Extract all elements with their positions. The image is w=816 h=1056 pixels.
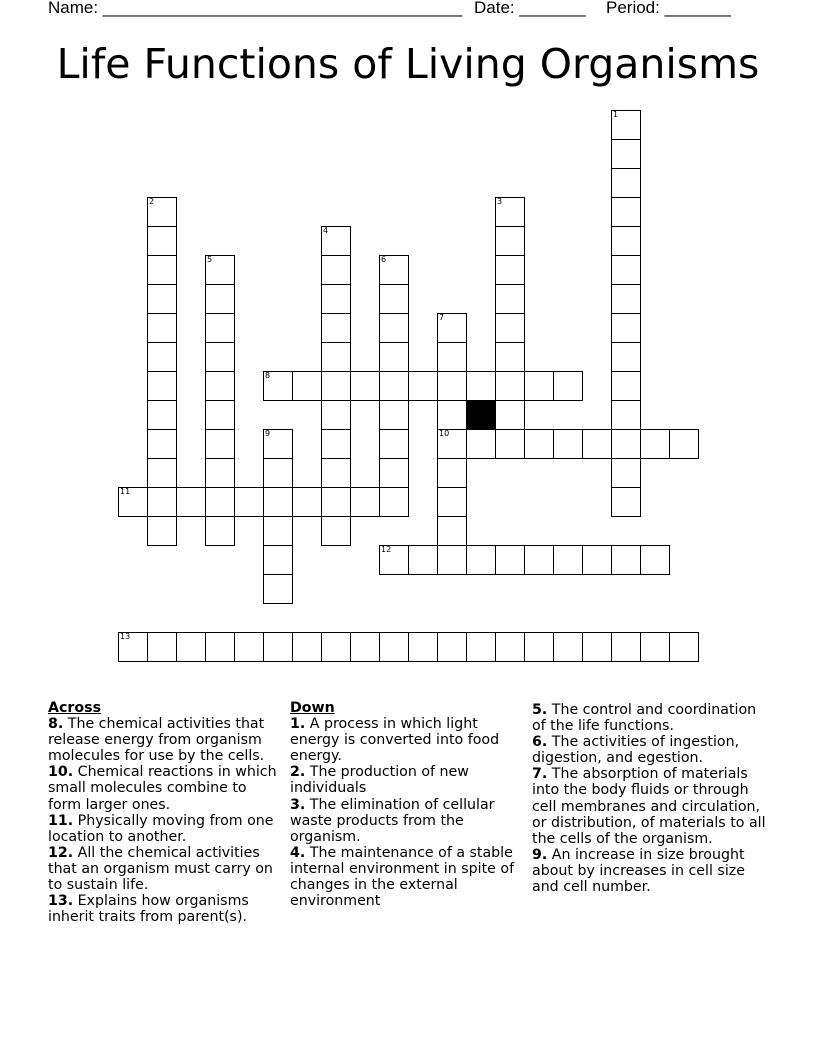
grid-cell[interactable]: [495, 429, 525, 459]
clue-text: An increase in size brought about by increases in cell size and cell number.: [532, 846, 745, 896]
grid-cell[interactable]: [611, 632, 641, 662]
grid-cell[interactable]: [495, 371, 525, 401]
grid-cell[interactable]: [408, 632, 438, 662]
grid-cell[interactable]: [437, 632, 467, 662]
shaded-cell: [466, 400, 496, 430]
grid-cell[interactable]: [524, 429, 554, 459]
grid-cell[interactable]: [437, 371, 467, 401]
clue-text: The activities of ingestion, digestion, and egestion.: [532, 734, 740, 767]
grid-cell[interactable]: [640, 632, 670, 662]
grid-cell[interactable]: [437, 429, 467, 459]
grid-cell[interactable]: [350, 371, 380, 401]
grid-cell[interactable]: [437, 400, 467, 430]
grid-cell[interactable]: [147, 400, 177, 430]
grid-cell[interactable]: [611, 487, 641, 517]
across-clues-column: [48, 700, 284, 925]
grid-cell[interactable]: [611, 139, 641, 169]
grid-cell[interactable]: [379, 255, 409, 285]
grid-cell[interactable]: [379, 632, 409, 662]
clue-number: 8.: [48, 716, 64, 733]
grid-cell[interactable]: [408, 545, 438, 575]
grid-cell[interactable]: [350, 487, 380, 517]
clue-text: Physically moving from one location to another.: [48, 812, 274, 845]
grid-cell[interactable]: [263, 429, 293, 459]
grid-cell[interactable]: [437, 516, 467, 546]
grid-cell[interactable]: [495, 545, 525, 575]
grid-cell[interactable]: [321, 226, 351, 256]
grid-cell[interactable]: [379, 400, 409, 430]
grid-cell[interactable]: [611, 371, 641, 401]
grid-cell[interactable]: [611, 226, 641, 256]
grid-cell[interactable]: [321, 255, 351, 285]
grid-cell[interactable]: [379, 284, 409, 314]
grid-cell[interactable]: [379, 313, 409, 343]
grid-cell[interactable]: [205, 313, 235, 343]
clue-across-8: [48, 716, 284, 764]
clue-down-9: [532, 847, 768, 895]
grid-cell[interactable]: [524, 632, 554, 662]
grid-cell[interactable]: [263, 545, 293, 575]
clue-number: 3.: [290, 796, 306, 813]
grid-cell[interactable]: [524, 371, 554, 401]
clue-number-label: 3: [497, 197, 503, 206]
grid-cell[interactable]: [495, 342, 525, 372]
grid-cell[interactable]: [553, 371, 583, 401]
clue-across-12: [48, 845, 284, 893]
grid-cell[interactable]: [205, 516, 235, 546]
grid-cell[interactable]: [205, 429, 235, 459]
down-clues-column-continued: [532, 702, 768, 895]
grid-cell[interactable]: [379, 545, 409, 575]
grid-cell[interactable]: [147, 516, 177, 546]
clue-text: A process in which light energy is converted into food energy.: [290, 716, 500, 765]
clue-number: 5.: [532, 702, 548, 718]
grid-cell[interactable]: [379, 342, 409, 372]
grid-cell[interactable]: [147, 487, 177, 517]
clue-number: 2.: [290, 764, 306, 781]
grid-cell[interactable]: [263, 371, 293, 401]
clue-text: All the chemical activities that an organism must carry on to sustain life.: [48, 844, 273, 894]
clue-text: The elimination of cellular waste products from the organism.: [290, 796, 495, 845]
grid-cell[interactable]: [611, 110, 641, 140]
grid-cell[interactable]: [466, 429, 496, 459]
grid-cell[interactable]: [437, 487, 467, 517]
grid-cell[interactable]: [234, 632, 264, 662]
grid-cell[interactable]: [379, 458, 409, 488]
grid-cell[interactable]: [321, 284, 351, 314]
clue-number-label: 4: [323, 226, 329, 235]
grid-cell[interactable]: [379, 429, 409, 459]
page-title: Life Functions of Living Organisms: [56, 40, 760, 88]
clue-text: The control and coordination of the life functions.: [532, 702, 757, 735]
grid-cell[interactable]: [611, 458, 641, 488]
grid-cell[interactable]: [466, 545, 496, 575]
grid-cell[interactable]: [321, 632, 351, 662]
grid-cell[interactable]: [205, 400, 235, 430]
clue-number: 12.: [48, 844, 74, 861]
grid-cell[interactable]: [669, 632, 699, 662]
grid-cell[interactable]: [118, 487, 148, 517]
grid-cell[interactable]: [582, 545, 612, 575]
grid-cell[interactable]: [321, 400, 351, 430]
grid-cell[interactable]: [582, 632, 612, 662]
grid-cell[interactable]: [611, 197, 641, 227]
grid-cell[interactable]: [495, 632, 525, 662]
clue-number: 9.: [532, 846, 548, 863]
clue-down-4: [290, 845, 526, 909]
grid-cell[interactable]: [321, 516, 351, 546]
clue-text: Explains how organisms inherit traits from parent(s).: [48, 893, 249, 926]
grid-cell[interactable]: [263, 487, 293, 517]
grid-cell[interactable]: [350, 632, 380, 662]
grid-cell[interactable]: [321, 313, 351, 343]
grid-cell[interactable]: [205, 487, 235, 517]
grid-cell[interactable]: [466, 632, 496, 662]
grid-cell[interactable]: [611, 400, 641, 430]
clue-down-1: [290, 716, 526, 764]
grid-cell[interactable]: [611, 255, 641, 285]
grid-cell[interactable]: [495, 226, 525, 256]
grid-cell[interactable]: [611, 168, 641, 198]
clue-number-label: 11: [120, 487, 131, 496]
clue-down-3: [290, 797, 526, 845]
clue-down-6: [532, 734, 768, 766]
clue-text: The chemical activities that release energy from organism molecules for use by the cells.: [48, 716, 265, 765]
grid-cell[interactable]: [582, 429, 612, 459]
clue-text: The production of new individuals: [290, 764, 469, 797]
clue-number: 10.: [48, 764, 74, 781]
grid-cell[interactable]: [495, 313, 525, 343]
grid-cell[interactable]: [292, 487, 322, 517]
grid-cell[interactable]: [524, 545, 554, 575]
clue-number-label: 12: [381, 545, 392, 554]
down-clues-column: [290, 700, 526, 909]
clue-text: The maintenance of a stable internal environment in spite of changes in the external environment: [290, 844, 515, 910]
clue-number-label: 9: [265, 429, 271, 438]
across-heading: Across: [48, 700, 102, 716]
grid-cell[interactable]: [205, 458, 235, 488]
grid-cell[interactable]: [205, 371, 235, 401]
clue-number-label: 7: [439, 313, 445, 322]
grid-cell[interactable]: [495, 197, 525, 227]
grid-cell[interactable]: [263, 632, 293, 662]
grid-cell[interactable]: [147, 429, 177, 459]
clue-down-2: [290, 764, 526, 796]
clue-number-label: 13: [120, 632, 131, 641]
grid-cell[interactable]: [263, 574, 293, 604]
grid-cell[interactable]: [437, 545, 467, 575]
grid-cell[interactable]: [553, 632, 583, 662]
clue-number-label: 10: [439, 429, 450, 438]
grid-cell[interactable]: [234, 487, 264, 517]
grid-cell[interactable]: [321, 487, 351, 517]
clue-across-13: [48, 893, 284, 925]
grid-cell[interactable]: [408, 371, 438, 401]
grid-cell[interactable]: [611, 342, 641, 372]
clue-text: Chemical reactions in which small molecules combine to form larger ones.: [48, 764, 277, 813]
clue-number: 13.: [48, 893, 74, 910]
grid-cell[interactable]: [321, 371, 351, 401]
grid-cell[interactable]: [437, 458, 467, 488]
grid-cell[interactable]: [437, 342, 467, 372]
grid-cell[interactable]: [292, 371, 322, 401]
grid-cell[interactable]: [263, 458, 293, 488]
grid-cell[interactable]: [263, 516, 293, 546]
grid-cell[interactable]: [147, 226, 177, 256]
grid-cell[interactable]: [495, 255, 525, 285]
date-field-label: Date: _______: [474, 0, 586, 17]
grid-cell[interactable]: [640, 545, 670, 575]
grid-cell[interactable]: [147, 632, 177, 662]
clue-across-11: [48, 813, 284, 845]
down-heading: Down: [290, 700, 335, 716]
clue-number-label: 5: [207, 255, 213, 264]
grid-cell[interactable]: [379, 487, 409, 517]
grid-cell[interactable]: [118, 632, 148, 662]
grid-cell[interactable]: [205, 632, 235, 662]
grid-cell[interactable]: [495, 284, 525, 314]
grid-cell[interactable]: [176, 487, 206, 517]
grid-cell[interactable]: [321, 342, 351, 372]
grid-cell[interactable]: [321, 458, 351, 488]
grid-cell[interactable]: [205, 255, 235, 285]
grid-cell[interactable]: [611, 429, 641, 459]
grid-cell[interactable]: [669, 429, 699, 459]
grid-cell[interactable]: [611, 313, 641, 343]
clue-number: 7.: [532, 766, 548, 783]
clue-number: 1.: [290, 716, 306, 733]
clue-number-label: 2: [149, 197, 155, 206]
grid-cell[interactable]: [205, 342, 235, 372]
grid-cell[interactable]: [147, 342, 177, 372]
grid-cell[interactable]: [147, 255, 177, 285]
grid-cell[interactable]: [176, 632, 206, 662]
name-field-label: Name: ______________________________________: [48, 0, 463, 17]
clue-number: 4.: [290, 844, 306, 861]
grid-cell[interactable]: [321, 429, 351, 459]
clue-number-label: 1: [613, 110, 619, 119]
grid-cell[interactable]: [437, 313, 467, 343]
grid-cell[interactable]: [147, 371, 177, 401]
grid-cell[interactable]: [147, 458, 177, 488]
clue-number: 6.: [532, 734, 548, 751]
clue-text: The absorption of materials into the body fluids or through cell membranes and circulation, or distribution, of materials to all the cells of the organism.: [532, 766, 766, 847]
grid-cell[interactable]: [147, 284, 177, 314]
grid-cell[interactable]: [292, 632, 322, 662]
clue-number: 11.: [48, 812, 74, 829]
grid-cell[interactable]: [205, 284, 235, 314]
clue-number-label: 8: [265, 371, 271, 380]
grid-cell[interactable]: [466, 371, 496, 401]
grid-cell[interactable]: [611, 284, 641, 314]
grid-cell[interactable]: [553, 545, 583, 575]
grid-cell[interactable]: [147, 197, 177, 227]
grid-cell[interactable]: [147, 313, 177, 343]
grid-cell[interactable]: [495, 400, 525, 430]
grid-cell[interactable]: [379, 371, 409, 401]
grid-cell[interactable]: [611, 545, 641, 575]
period-field-label: Period: _______: [606, 0, 731, 17]
clue-number-label: 6: [381, 255, 387, 264]
grid-cell[interactable]: [640, 429, 670, 459]
grid-cell[interactable]: [553, 429, 583, 459]
clue-down-7: [532, 766, 768, 846]
clue-across-10: [48, 764, 284, 812]
clue-down-5: [532, 702, 768, 734]
